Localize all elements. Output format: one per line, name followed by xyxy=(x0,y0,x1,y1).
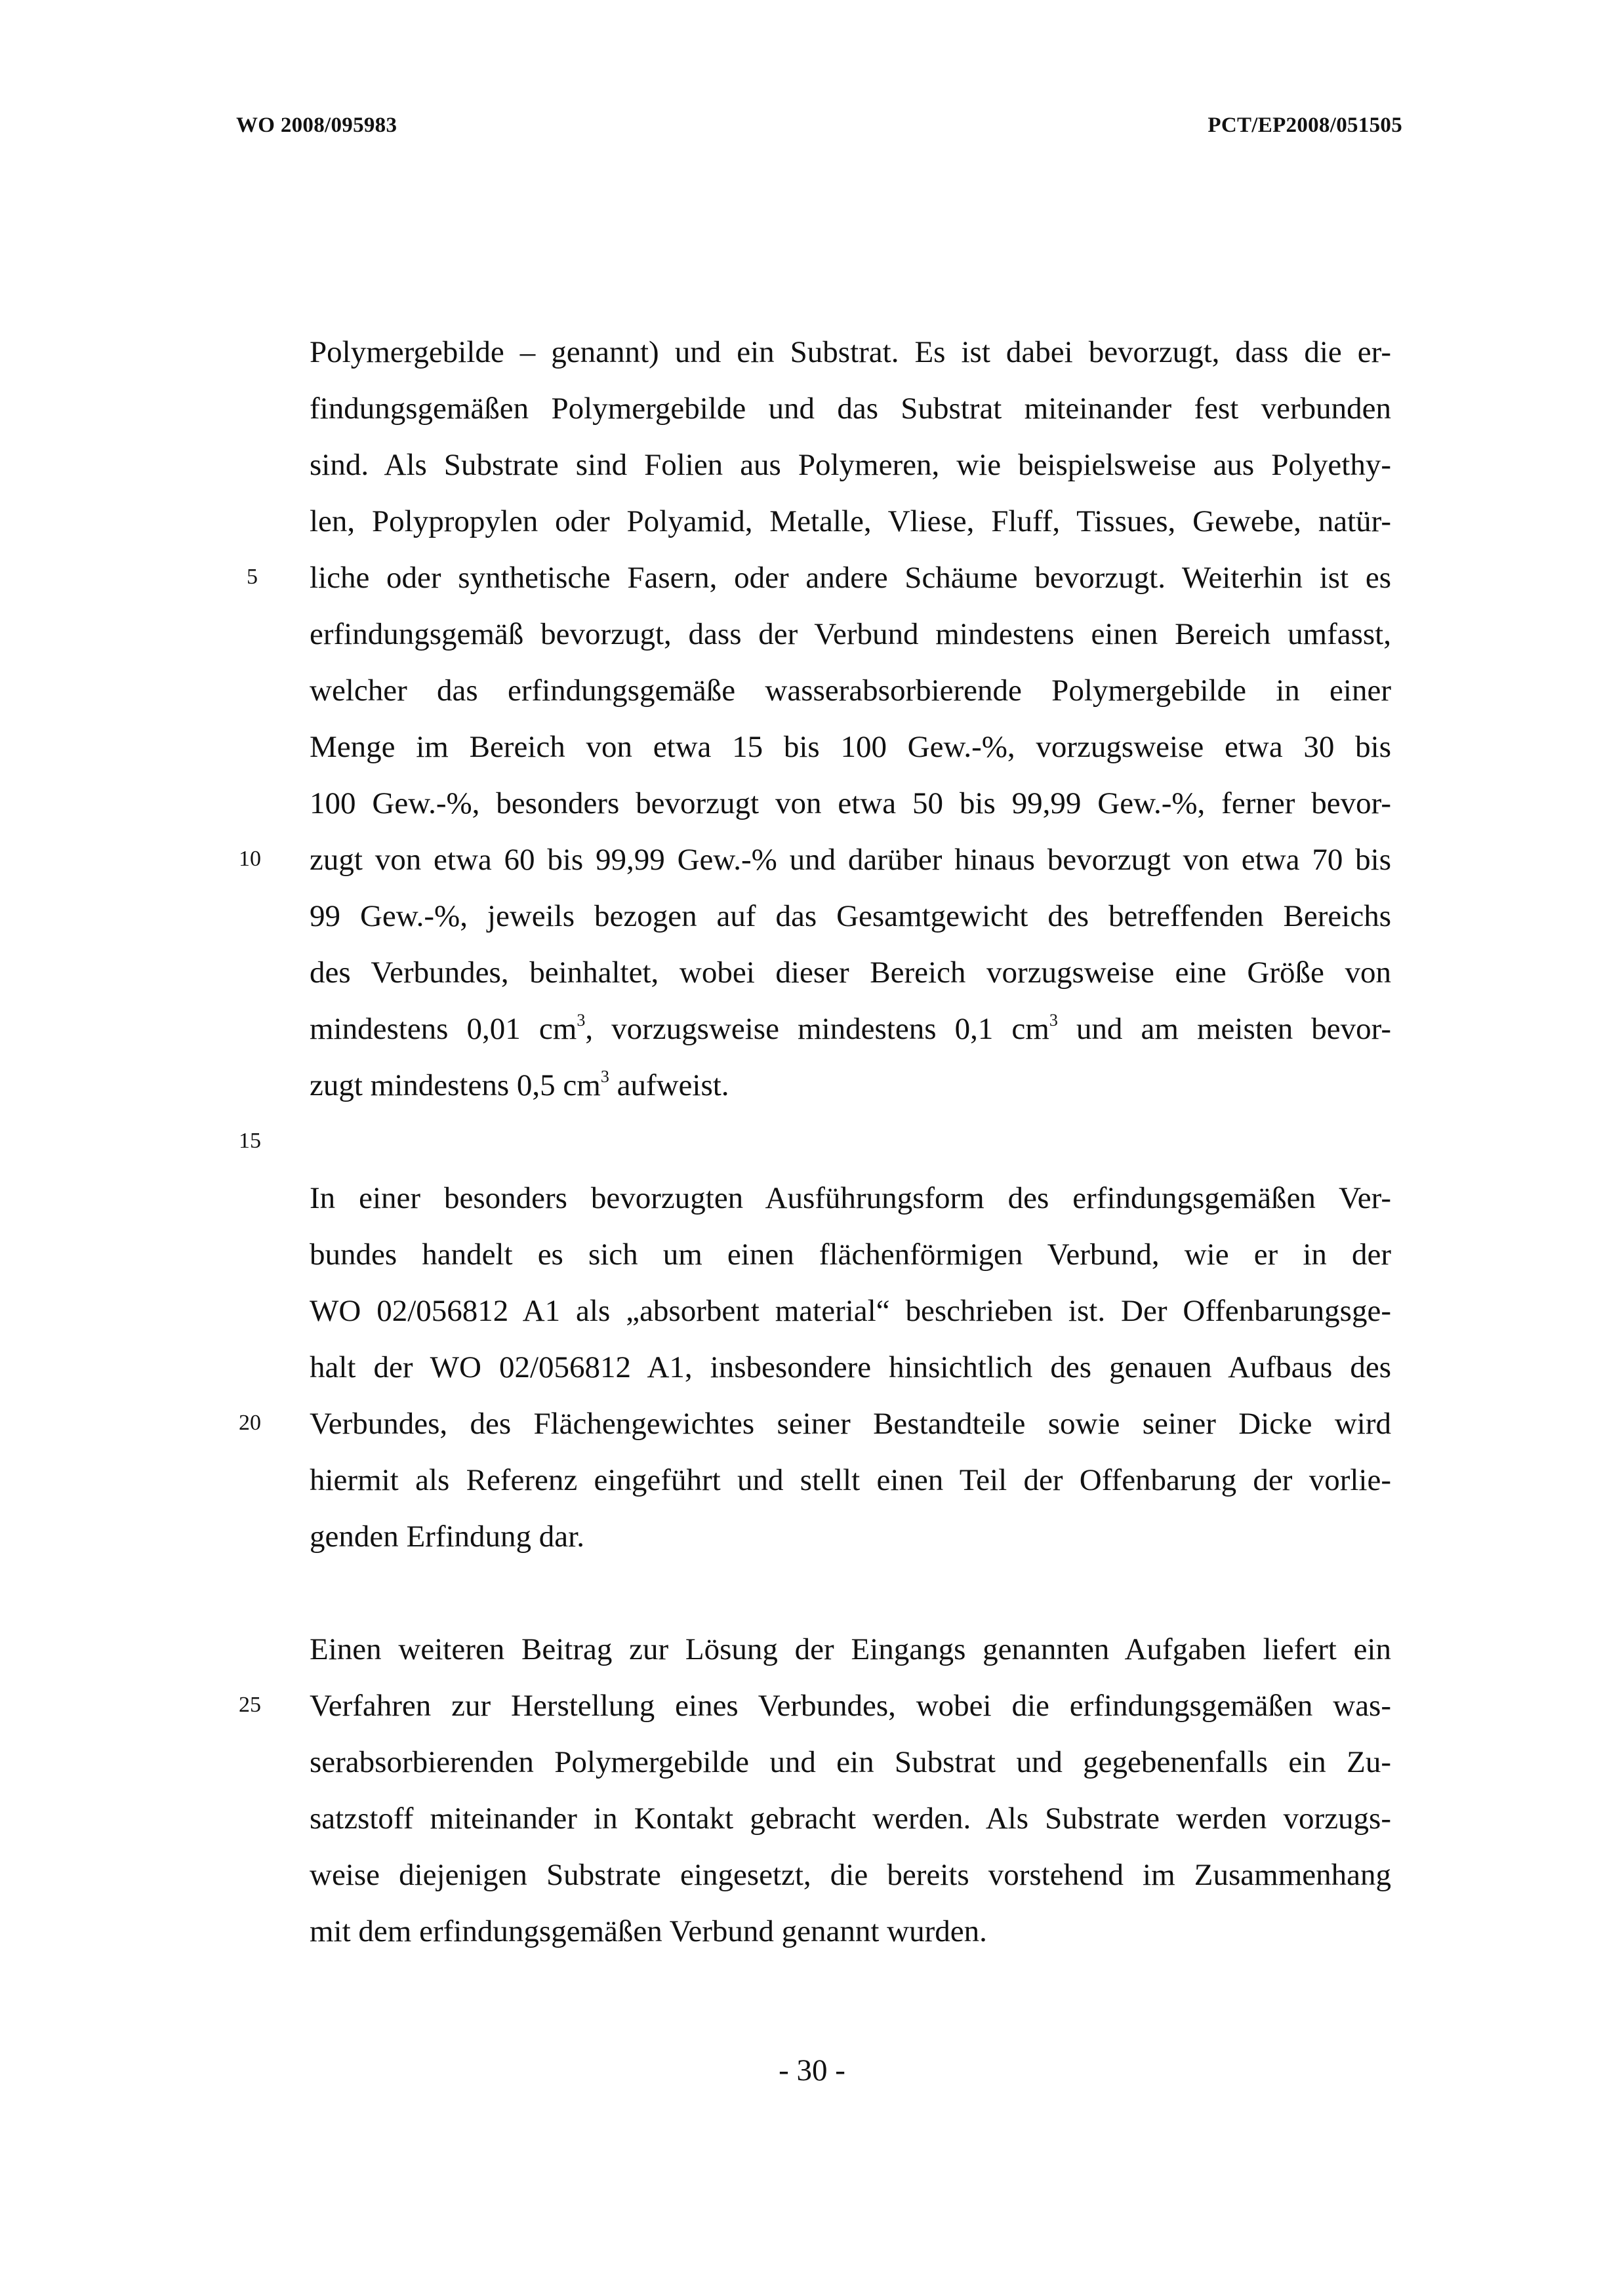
superscript: 3 xyxy=(1049,1011,1058,1030)
line-number: 10 xyxy=(239,847,261,871)
text-line: des Verbundes, beinhaltet, wobei dieser Bereich vorzugsweise eine Größe von xyxy=(310,956,1391,990)
text-line: zugt von etwa 60 bis 99,99 Gew.-% und darüber hinaus bevorzugt von etwa 70 bis xyxy=(310,843,1391,877)
application-number: PCT/EP2008/051505 xyxy=(1208,113,1402,137)
text-line: Polymergebilde – genannt) und ein Substrat. Es ist dabei bevorzugt, dass die er- xyxy=(310,335,1391,369)
text-line: 99 Gew.-%, jeweils bezogen auf das Gesamtgewicht des betreffenden Bereichs xyxy=(310,899,1391,933)
text-line: bundes handelt es sich um einen flächenförmigen Verbund, wie er in der xyxy=(310,1238,1391,1272)
text-line: In einer besonders bevorzugten Ausführungsform des erfindungsgemäßen Ver- xyxy=(310,1181,1391,1215)
text-segment: aufweist. xyxy=(609,1068,729,1102)
text-line: Menge im Bereich von etwa 15 bis 100 Gew.-%, vorzugsweise etwa 30 bis xyxy=(310,730,1391,764)
text-line: findungsgemäßen Polymergebilde und das Substrat miteinander fest verbunden xyxy=(310,392,1391,426)
text-line: serabsorbierenden Polymergebilde und ein Substrat und gegebenenfalls ein Zu- xyxy=(310,1745,1391,1779)
text-segment: mindestens 0,01 cm xyxy=(310,1012,577,1046)
text-line xyxy=(310,1066,1391,1104)
text-line: Verbundes, des Flächengewichtes seiner Bestandteile sowie seiner Dicke wird xyxy=(310,1407,1391,1441)
line-number: 20 xyxy=(239,1411,261,1435)
line-number: 5 xyxy=(247,565,258,589)
line-number: 25 xyxy=(239,1693,261,1717)
text-line: WO 02/056812 A1 als „absorbent material“ beschrieben ist. Der Offenbarungsge- xyxy=(310,1294,1391,1328)
text-line: Verfahren zur Herstellung eines Verbundes, wobei die erfindungsgemäßen was- xyxy=(310,1689,1391,1723)
text-segment: , vorzugsweise mindestens 0,1 cm xyxy=(585,1012,1049,1046)
text-line: erfindungsgemäß bevorzugt, dass der Verbund mindestens einen Bereich umfasst, xyxy=(310,617,1391,651)
text-line: liche oder synthetische Fasern, oder andere Schäume bevorzugt. Weiterhin ist es xyxy=(310,561,1391,595)
text-line: sind. Als Substrate sind Folien aus Polymeren, wie beispielsweise aus Polyethy- xyxy=(310,448,1391,482)
text-line: Einen weiteren Beitrag zur Lösung der Eingangs genannten Aufgaben liefert ein xyxy=(310,1632,1391,1666)
text-line: genden Erfindung dar. xyxy=(310,1520,584,1554)
text-line: 100 Gew.-%, besonders bevorzugt von etwa 50 bis 99,99 Gew.-%, ferner bevor- xyxy=(310,786,1391,820)
text-segment: zugt mindestens 0,5 cm xyxy=(310,1068,601,1102)
superscript: 3 xyxy=(577,1011,586,1030)
text-segment: und am meisten bevor- xyxy=(1057,1012,1391,1046)
line-number: 15 xyxy=(239,1129,261,1153)
page-number: - 30 - xyxy=(779,2053,845,2087)
text-line: satzstoff miteinander in Kontakt gebracht werden. Als Substrate werden vorzugs- xyxy=(310,1802,1391,1836)
text-line xyxy=(310,1010,1391,1048)
text-line: len, Polypropylen oder Polyamid, Metalle, Vliese, Fluff, Tissues, Gewebe, natür- xyxy=(310,504,1391,538)
publication-number: WO 2008/095983 xyxy=(236,113,397,137)
text-line: mit dem erfindungsgemäßen Verbund genannt wurden. xyxy=(310,1914,987,1948)
text-line: hiermit als Referenz eingeführt und stellt einen Teil der Offenbarung der vorlie- xyxy=(310,1463,1391,1497)
text-line: welcher das erfindungsgemäße wasserabsorbierende Polymergebilde in einer xyxy=(310,674,1391,708)
text-line: halt der WO 02/056812 A1, insbesondere hinsichtlich des genauen Aufbaus des xyxy=(310,1350,1391,1384)
superscript: 3 xyxy=(600,1067,609,1086)
text-line: weise diejenigen Substrate eingesetzt, die bereits vorstehend im Zusammenhang xyxy=(310,1858,1391,1892)
